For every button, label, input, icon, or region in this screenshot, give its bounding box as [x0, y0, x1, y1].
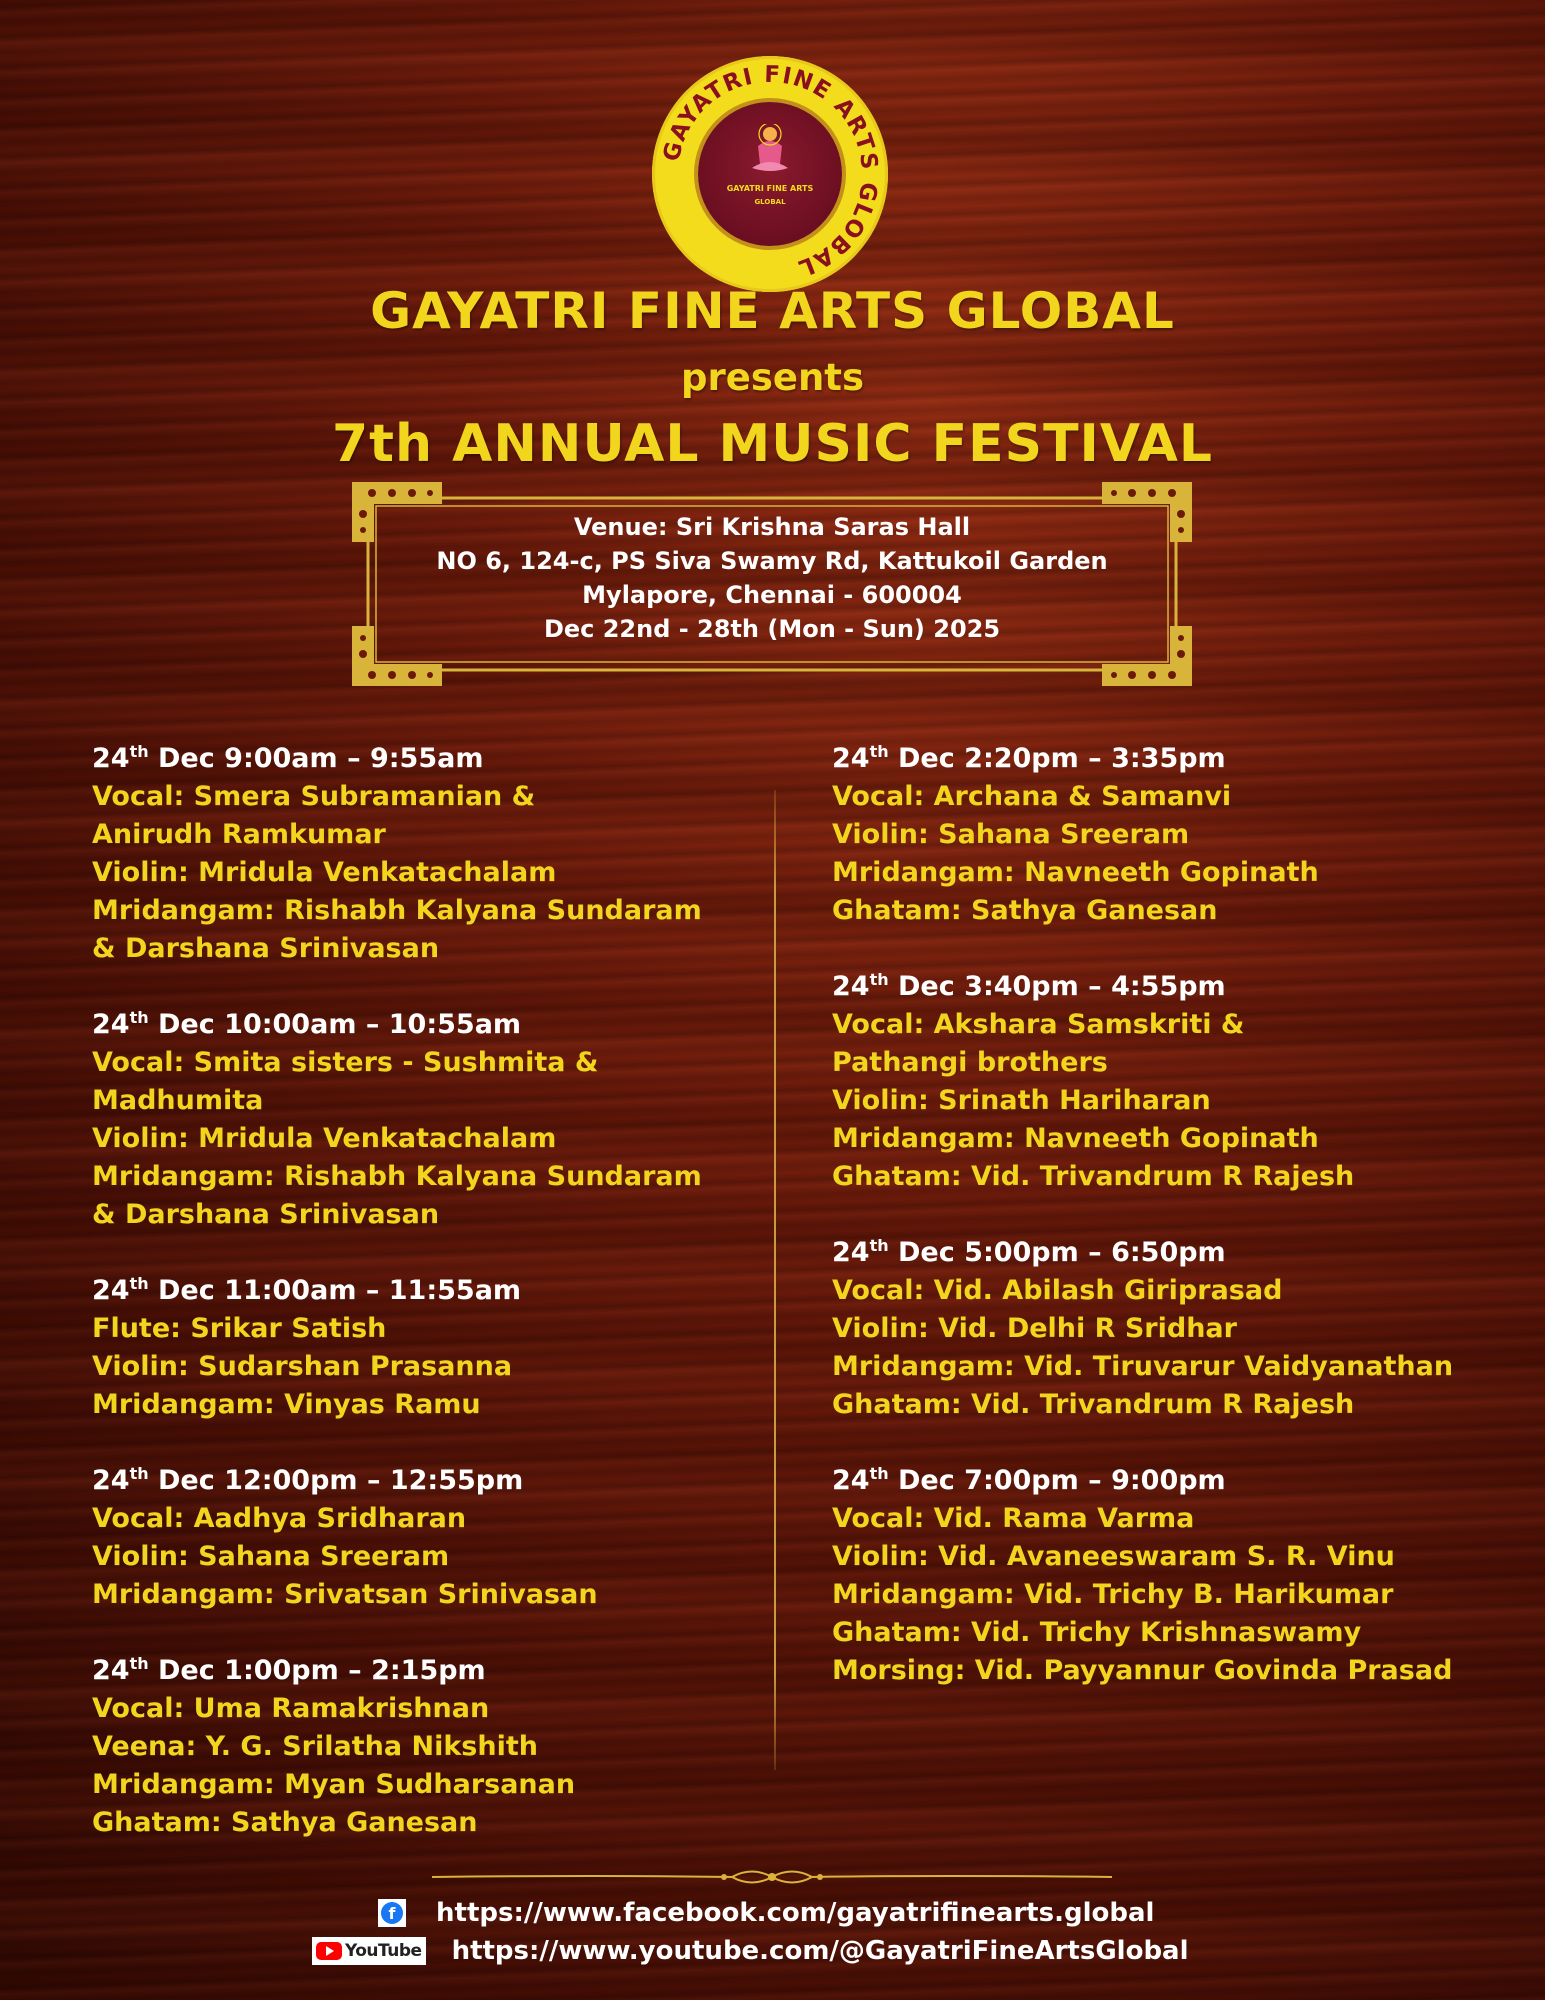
footer-ornament: [432, 1864, 1112, 1890]
slot-day-suffix: th: [129, 1008, 149, 1027]
column-divider: [774, 790, 776, 1770]
slot-day: 24: [92, 1655, 130, 1686]
youtube-icon: [312, 1937, 426, 1965]
logo-inner-disc: [698, 102, 842, 246]
performer-line: Anirudh Ramkumar: [92, 819, 386, 850]
deity-icon: [748, 124, 792, 174]
slot-day-suffix: th: [869, 742, 889, 761]
slot-time: [92, 1652, 772, 1690]
slot-time: [92, 1462, 772, 1500]
slot-time-range: Dec 11:00am – 11:55am: [148, 1275, 522, 1306]
youtube-url[interactable]: https://www.youtube.com/@GayatriFineArtsGlobal: [451, 1936, 1189, 1966]
slot-time: [832, 1234, 1532, 1272]
slot-day: 24: [832, 743, 870, 774]
performer-line: Madhumita: [92, 1085, 264, 1116]
logo-ring-text: GAYATRI FINE ARTS GLOBAL: [658, 61, 883, 282]
performer-line: Vocal: Vid. Abilash Giriprasad: [832, 1275, 1283, 1306]
performer-line: Ghatam: Sathya Ganesan: [92, 1807, 478, 1838]
youtube-play-icon: [316, 1942, 342, 1960]
facebook-row: [378, 1896, 1154, 1930]
performer-line: Violin: Sahana Sreeram: [92, 1541, 450, 1572]
performer-line: Vocal: Smita sisters - Sushmita &: [92, 1047, 599, 1078]
slot-day: 24: [832, 1237, 870, 1268]
schedule-slot: [92, 1006, 772, 1234]
slot-time-range: Dec 9:00am – 9:55am: [148, 743, 484, 774]
slot-day-suffix: th: [869, 970, 889, 989]
schedule-right-column: [832, 740, 1532, 1728]
performer-line: Pathangi brothers: [832, 1047, 1108, 1078]
slot-time-range: Dec 1:00pm – 2:15pm: [148, 1655, 486, 1686]
schedule-slot: [92, 1272, 772, 1424]
youtube-wordmark: YouTube: [345, 1941, 422, 1961]
performer-line: Vocal: Uma Ramakrishnan: [92, 1693, 490, 1724]
slot-time: [832, 740, 1532, 778]
schedule-slot: [92, 1462, 772, 1614]
performer-line: Vocal: Vid. Rama Varma: [832, 1503, 1195, 1534]
performer-line: Vocal: Archana & Samanvi: [832, 781, 1232, 812]
performer-line: Violin: Mridula Venkatachalam: [92, 1123, 557, 1154]
org-logo: [652, 56, 888, 292]
performer-line: Flute: Srikar Satish: [92, 1313, 387, 1344]
slot-day: 24: [832, 971, 870, 1002]
schedule-left-column: [92, 740, 772, 1880]
logo-inner-line2: GLOBAL: [754, 198, 786, 206]
slot-time: [92, 1006, 772, 1044]
schedule-slot: [832, 740, 1532, 930]
slot-time: [832, 968, 1532, 1006]
festival-dates: Dec 22nd - 28th (Mon - Sun) 2025: [543, 615, 1001, 643]
schedule-slot: [832, 968, 1532, 1196]
performer-line: Violin: Vid. Delhi R Sridhar: [832, 1313, 1237, 1344]
slot-day-suffix: th: [869, 1236, 889, 1255]
slot-day: 24: [832, 1465, 870, 1496]
logo-inner-line1: GAYATRI FINE ARTS: [726, 184, 814, 193]
performer-line: Violin: Srinath Hariharan: [832, 1085, 1211, 1116]
slot-time: [832, 1462, 1532, 1500]
slot-time-range: Dec 5:00pm – 6:50pm: [888, 1237, 1226, 1268]
slot-day-suffix: th: [129, 1654, 149, 1673]
performer-line: Vocal: Smera Subramanian &: [92, 781, 536, 812]
slot-time-range: Dec 10:00am – 10:55am: [148, 1009, 522, 1040]
youtube-row: [312, 1934, 1189, 1968]
performer-line: Violin: Sahana Sreeram: [832, 819, 1190, 850]
performer-line: Violin: Sudarshan Prasanna: [92, 1351, 513, 1382]
performer-line: Morsing: Vid. Payyannur Govinda Prasad: [832, 1655, 1453, 1686]
performer-line: Vocal: Aadhya Sridharan: [92, 1503, 467, 1534]
venue-details: [352, 510, 1192, 646]
slot-day-suffix: th: [129, 1274, 149, 1293]
performer-line: Mridangam: Navneeth Gopinath: [832, 1123, 1319, 1154]
performer-line: Mridangam: Vid. Tiruvarur Vaidyanathan: [832, 1351, 1454, 1382]
performer-line: Mridangam: Vinyas Ramu: [92, 1389, 481, 1420]
performer-line: Mridangam: Rishabh Kalyana Sundaram: [92, 1161, 702, 1192]
slot-day: 24: [92, 1009, 130, 1040]
performer-line: Ghatam: Vid. Trivandrum R Rajesh: [832, 1389, 1355, 1420]
performer-line: Mridangam: Navneeth Gopinath: [832, 857, 1319, 888]
slot-time-range: Dec 2:20pm – 3:35pm: [888, 743, 1226, 774]
schedule-slot: [92, 1652, 772, 1842]
slot-day: 24: [92, 1275, 130, 1306]
slot-day: 24: [92, 743, 130, 774]
performer-line: Ghatam: Vid. Trichy Krishnaswamy: [832, 1617, 1362, 1648]
performer-line: Violin: Mridula Venkatachalam: [92, 857, 557, 888]
performer-line: Violin: Vid. Avaneeswaram S. R. Vinu: [832, 1541, 1395, 1572]
slot-time: [92, 740, 772, 778]
performer-line: & Darshana Srinivasan: [92, 933, 440, 964]
event-title: 7th ANNUAL MUSIC FESTIVAL: [332, 414, 1213, 474]
venue-address: NO 6, 124-c, PS Siva Swamy Rd, Kattukoil Garden: [436, 547, 1108, 575]
facebook-url[interactable]: https://www.facebook.com/gayatrifinearts.global: [436, 1898, 1155, 1928]
schedule-slot: [92, 740, 772, 968]
slot-day-suffix: th: [869, 1464, 889, 1483]
slot-day-suffix: th: [129, 742, 149, 761]
performer-line: Mridangam: Srivatsan Srinivasan: [92, 1579, 598, 1610]
slot-time-range: Dec 3:40pm – 4:55pm: [888, 971, 1226, 1002]
performer-line: Veena: Y. G. Srilatha Nikshith: [92, 1731, 538, 1762]
presents-text: presents: [681, 356, 864, 399]
schedule-slot: [832, 1462, 1532, 1690]
venue-name: Venue: Sri Krishna Saras Hall: [573, 513, 971, 541]
performer-line: Ghatam: Vid. Trivandrum R Rajesh: [832, 1161, 1355, 1192]
performer-line: Mridangam: Myan Sudharsanan: [92, 1769, 576, 1800]
performer-line: Vocal: Akshara Samskriti &: [832, 1009, 1245, 1040]
performer-line: Mridangam: Vid. Trichy B. Harikumar: [832, 1579, 1394, 1610]
slot-time: [92, 1272, 772, 1310]
performer-line: & Darshana Srinivasan: [92, 1199, 440, 1230]
slot-time-range: Dec 12:00pm – 12:55pm: [148, 1465, 524, 1496]
slot-day-suffix: th: [129, 1464, 149, 1483]
slot-time-range: Dec 7:00pm – 9:00pm: [888, 1465, 1226, 1496]
org-title: GAYATRI FINE ARTS GLOBAL: [370, 282, 1175, 340]
slot-day: 24: [92, 1465, 130, 1496]
venue-city: Mylapore, Chennai - 600004: [582, 581, 962, 609]
performer-line: Mridangam: Rishabh Kalyana Sundaram: [92, 895, 702, 926]
performer-line: Ghatam: Sathya Ganesan: [832, 895, 1218, 926]
facebook-icon: f: [378, 1899, 406, 1927]
schedule-slot: [832, 1234, 1532, 1424]
